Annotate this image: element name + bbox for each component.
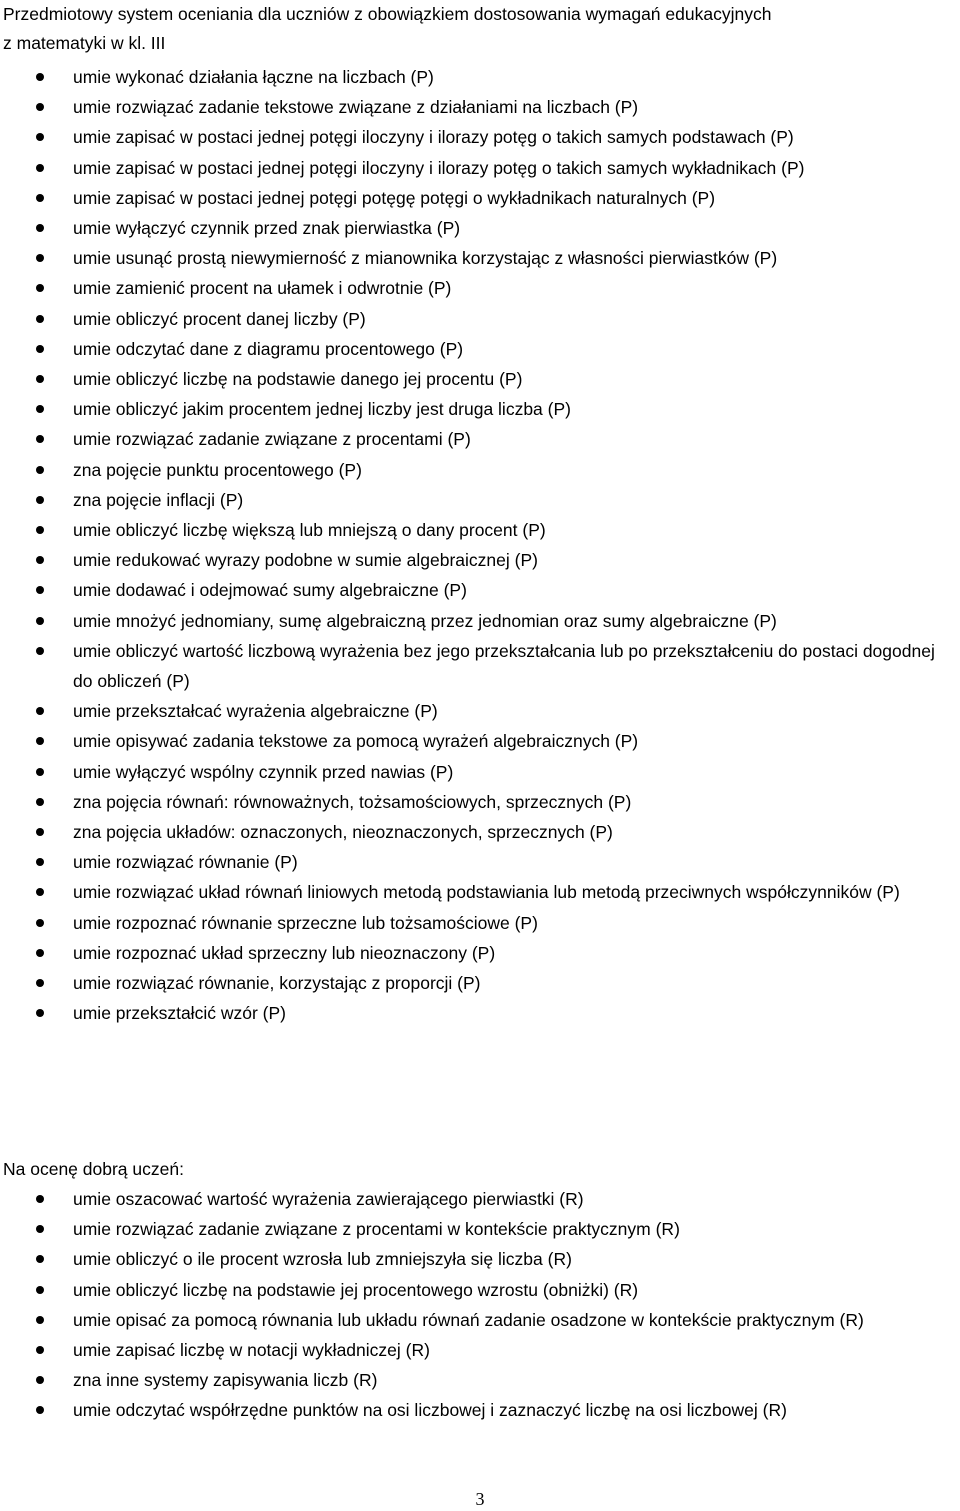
list-item-text: umie rozpoznać równanie sprzeczne lub tożsamościowe (P) bbox=[73, 912, 538, 933]
list-item-text: umie obliczyć liczbę większą lub mniejszą o dany procent (P) bbox=[73, 520, 546, 541]
list-item bbox=[0, 787, 960, 817]
list-item bbox=[0, 1214, 960, 1244]
list-item-text: zna pojęcie punktu procentowego (P) bbox=[73, 459, 362, 480]
list-item bbox=[0, 757, 960, 787]
list-item bbox=[0, 1395, 960, 1425]
bullet-icon bbox=[36, 798, 44, 806]
bullet-icon bbox=[36, 1346, 44, 1354]
list-item-text: umie zamienić procent na ułamek i odwrotnie (P) bbox=[73, 278, 452, 299]
list-item-text: umie opisywać zadania tekstowe za pomocą wyrażeń algebraicznych (P) bbox=[73, 731, 639, 752]
bullet-icon bbox=[36, 1195, 44, 1203]
list-item-text: umie zapisać w postaci jednej potęgi potęgę potęgi o wykładnikach naturalnych (P) bbox=[73, 187, 716, 208]
list-item-text: umie rozwiązać układ równań liniowych metodą podstawiania lub metodą przeciwnych współczynników (P) bbox=[73, 882, 900, 903]
bullet-icon bbox=[36, 1009, 44, 1017]
list-item bbox=[0, 908, 960, 938]
list-item-text: umie usunąć prostą niewymierność z mianownika korzystając z własności pierwiastków (P) bbox=[73, 248, 778, 269]
list-item bbox=[0, 334, 960, 364]
bullet-icon bbox=[36, 707, 44, 715]
list-item bbox=[0, 92, 960, 122]
list-item bbox=[0, 606, 960, 636]
list-item-text: zna pojęcia układów: oznaczonych, nieoznaczonych, sprzecznych (P) bbox=[73, 822, 613, 843]
list-item bbox=[0, 304, 960, 334]
page-number: 3 bbox=[475, 1489, 485, 1509]
bullet-icon bbox=[36, 1376, 44, 1384]
list-item bbox=[0, 545, 960, 575]
list-item-text: umie obliczyć jakim procentem jednej liczby jest druga liczba (P) bbox=[73, 399, 571, 420]
bullet-icon bbox=[36, 73, 44, 81]
list-item-text: umie rozwiązać równanie (P) bbox=[73, 852, 298, 873]
list-item-text: zna pojęcie inflacji (P) bbox=[73, 489, 244, 510]
bullet-icon bbox=[36, 828, 44, 836]
list-item-text: umie wyłączyć wspólny czynnik przed nawias (P) bbox=[73, 761, 454, 782]
list-item bbox=[0, 485, 960, 515]
bullet-icon bbox=[36, 375, 44, 383]
list-item bbox=[0, 153, 960, 183]
list-item bbox=[0, 183, 960, 213]
list-item-text: umie odczytać dane z diagramu procentowego (P) bbox=[73, 338, 464, 359]
bullet-icon bbox=[36, 586, 44, 594]
bullet-icon bbox=[36, 647, 44, 655]
list-item-text: zna inne systemy zapisywania liczb (R) bbox=[73, 1370, 378, 1391]
list-item-text: umie redukować wyrazy podobne w sumie algebraicznej (P) bbox=[73, 550, 538, 571]
list-item bbox=[0, 696, 960, 726]
list-item bbox=[0, 213, 960, 243]
bullet-icon bbox=[36, 858, 44, 866]
bullet-icon bbox=[36, 194, 44, 202]
list-item-text: umie zapisać w postaci jednej potęgi iloczyny i ilorazy potęg o takich samych wykładnikach (P) bbox=[73, 157, 805, 178]
bullet-icon bbox=[36, 224, 44, 232]
basic-requirements-list bbox=[0, 62, 960, 1029]
list-item bbox=[0, 938, 960, 968]
list-item-text: umie obliczyć procent danej liczby (P) bbox=[73, 308, 366, 329]
list-item bbox=[0, 243, 960, 273]
list-item bbox=[0, 968, 960, 998]
list-item bbox=[0, 817, 960, 847]
bullet-icon bbox=[36, 133, 44, 141]
bullet-icon bbox=[36, 979, 44, 987]
list-item bbox=[0, 877, 960, 907]
list-item bbox=[0, 1335, 960, 1365]
list-item-text: umie rozwiązać zadanie związane z procentami w kontekście praktycznym (R) bbox=[73, 1219, 680, 1240]
bullet-icon bbox=[36, 1225, 44, 1233]
good-grade-requirements-list bbox=[0, 1184, 960, 1426]
list-item-text: umie wykonać działania łączne na liczbach (P) bbox=[73, 67, 434, 87]
list-item bbox=[0, 424, 960, 454]
good-grade-heading: Na ocenę dobrą uczeń: bbox=[3, 1159, 184, 1179]
bullet-icon bbox=[36, 1406, 44, 1414]
bullet-icon bbox=[36, 254, 44, 262]
bullet-icon bbox=[36, 466, 44, 474]
bullet-icon bbox=[36, 949, 44, 957]
list-item-text: umie zapisać liczbę w notacji wykładniczej (R) bbox=[73, 1340, 430, 1361]
list-item bbox=[0, 394, 960, 424]
bullet-icon bbox=[36, 1286, 44, 1294]
list-item-text: zna pojęcia równań: równoważnych, tożsamościowych, sprzecznych (P) bbox=[73, 791, 632, 812]
bullet-icon bbox=[36, 405, 44, 413]
bullet-icon bbox=[36, 103, 44, 111]
bullet-icon bbox=[36, 888, 44, 896]
bullet-icon bbox=[36, 496, 44, 504]
bullet-icon bbox=[36, 284, 44, 292]
list-item bbox=[0, 273, 960, 303]
header-title-line-1: Przedmiotowy system oceniania dla uczniów z obowiązkiem dostosowania wymagań edukacyjnych bbox=[3, 4, 772, 24]
bullet-icon bbox=[36, 164, 44, 172]
list-item-text: umie rozwiązać równanie, korzystając z proporcji (P) bbox=[73, 973, 481, 994]
bullet-icon bbox=[36, 315, 44, 323]
list-item-text: umie przekształcać wyrażenia algebraiczne (P) bbox=[73, 701, 438, 722]
list-item-text: umie przekształcić wzór (P) bbox=[73, 1003, 286, 1024]
list-item bbox=[0, 636, 960, 696]
list-item-text: umie obliczyć liczbę na podstawie jej procentowego wzrostu (obniżki) (R) bbox=[73, 1279, 639, 1300]
list-item bbox=[0, 1275, 960, 1305]
bullet-icon bbox=[36, 556, 44, 564]
list-item bbox=[0, 847, 960, 877]
bullet-icon bbox=[36, 345, 44, 353]
list-item-text: umie opisać za pomocą równania lub układu równań zadanie osadzone w kontekście praktycznym (R) bbox=[73, 1309, 864, 1330]
list-item bbox=[0, 515, 960, 545]
list-item-text: umie wyłączyć czynnik przed znak pierwiastka (P) bbox=[73, 218, 461, 239]
list-item bbox=[0, 364, 960, 394]
bullet-icon bbox=[36, 617, 44, 625]
bullet-icon bbox=[36, 1316, 44, 1324]
header-title-line-2: z matematyki w kl. III bbox=[3, 33, 166, 53]
list-item bbox=[0, 455, 960, 485]
bullet-icon bbox=[36, 1255, 44, 1263]
list-item bbox=[0, 1244, 960, 1274]
document-header bbox=[3, 0, 953, 58]
list-item bbox=[0, 1184, 960, 1214]
list-item-text: umie zapisać w postaci jednej potęgi iloczyny i ilorazy potęg o takich samych podstawach (P) bbox=[73, 127, 794, 148]
list-item bbox=[0, 998, 960, 1028]
list-item-text: umie rozwiązać zadanie związane z procentami (P) bbox=[73, 429, 471, 450]
list-item-text: umie odczytać współrzędne punktów na osi liczbowej i zaznaczyć liczbę na osi liczbowej (R) bbox=[73, 1400, 787, 1421]
list-item-text: umie obliczyć wartość liczbową wyrażenia bez jego przekształcania lub po przekształceniu do postaci dogodnej do obliczeń (P) bbox=[73, 640, 935, 692]
list-item-text: umie obliczyć o ile procent wzrosła lub zmniejszyła się liczba (R) bbox=[73, 1249, 572, 1270]
bullet-icon bbox=[36, 919, 44, 927]
list-item-text: umie obliczyć liczbę na podstawie danego jej procentu (P) bbox=[73, 369, 523, 390]
list-item-text: umie oszacować wartość wyrażenia zawierającego pierwiastki (R) bbox=[73, 1189, 584, 1209]
list-item bbox=[0, 575, 960, 605]
list-item-text: umie dodawać i odejmować sumy algebraiczne (P) bbox=[73, 580, 467, 601]
bullet-icon bbox=[36, 435, 44, 443]
bullet-icon bbox=[36, 526, 44, 534]
list-item-text: umie mnożyć jednomiany, sumę algebraiczną przez jednomian oraz sumy algebraiczne (P) bbox=[73, 610, 777, 631]
list-item bbox=[0, 1305, 960, 1335]
bullet-icon bbox=[36, 768, 44, 776]
list-item bbox=[0, 62, 960, 92]
bullet-icon bbox=[36, 737, 44, 745]
list-item-text: umie rozpoznać układ sprzeczny lub nieoznaczony (P) bbox=[73, 942, 496, 963]
list-item bbox=[0, 122, 960, 152]
list-item bbox=[0, 726, 960, 756]
list-item bbox=[0, 1365, 960, 1395]
list-item-text: umie rozwiązać zadanie tekstowe związane z działaniami na liczbach (P) bbox=[73, 97, 639, 118]
